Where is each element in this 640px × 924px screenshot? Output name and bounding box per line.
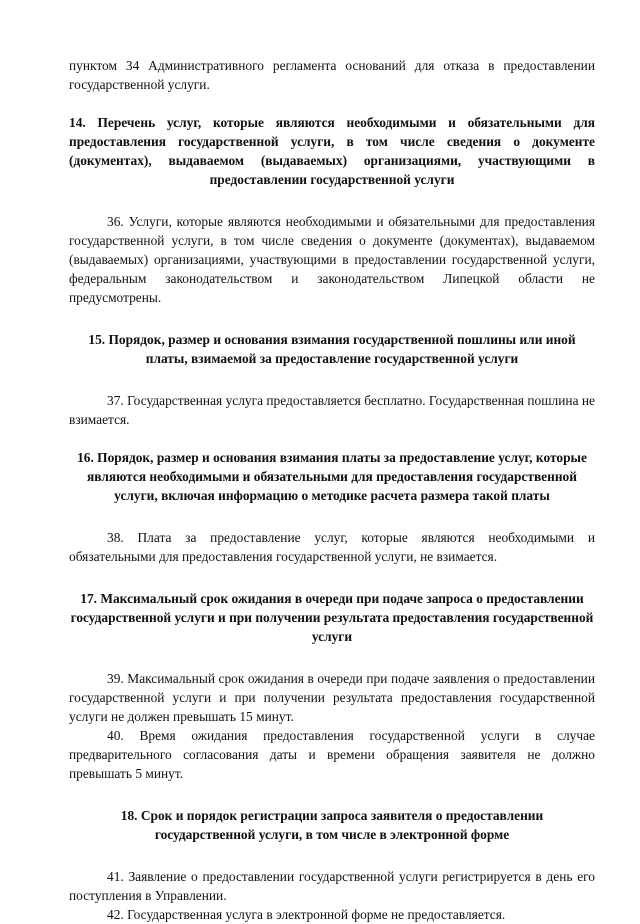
section-heading-16: 16. Порядок, размер и основания взимания платы за предоставление услуг, которые являются необходимыми и обязательными для предоставления государственной услуги, включая информацию о методике расчета размера такой платы [77,450,587,503]
section-heading-18: 18. Срок и порядок регистрации запроса заявителя о предоставлении государственной услуги, в том числе в электронной форме [120,808,544,842]
paragraph-40: 40. Время ожидания предоставления государственной услуги в случае предварительного согласования даты и времени обращения заявителя не должно превышать 5 минут. [69,728,595,781]
paragraph-intro: пунктом 34 Административного регламента оснований для отказа в предоставлении государственной услуги. [69,58,595,92]
paragraph-37: 37. Государственная услуга предоставляется бесплатно. Государственная пошлина не взимается. [69,393,595,427]
document-page [69,56,595,924]
section-heading-17: 17. Максимальный срок ожидания в очереди при подаче запроса о предоставлении государственной услуги и при получении результата предоставления государственной услуги [70,591,594,644]
section-heading-15: 15. Порядок, размер и основания взимания государственной пошлины или иной платы, взимаемой за предоставление государственной услуги [88,332,576,366]
paragraph-36: 36. Услуги, которые являются необходимыми и обязательными для предоставления государственной услуги, в том числе сведения о документе (документах), выдаваемом (выдаваемых) организациями, участвующими в предоставлении государственной услуги, федеральным законодательством и законодательством Липецкой области не предусмотрены. [69,214,595,305]
paragraph-38: 38. Плата за предоставление услуг, которые являются необходимыми и обязательными для предоставления государственной услуги, не взимается. [69,530,595,564]
section-heading-14: 14. Перечень услуг, которые являются необходимыми и обязательными для предоставления государственной услуги, в том числе сведения о документе (документах), выдаваемом (выдаваемых) организациями, участвующими в предоставлении государственной услуги [69,115,595,187]
paragraph-41: 41. Заявление о предоставлении государственной услуги регистрируется в день его поступления в Управлении. [69,869,595,903]
paragraph-42: 42. Государственная услуга в электронной форме не предоставляется. [107,907,506,922]
paragraph-39: 39. Максимальный срок ожидания в очереди при подаче заявления о предоставлении государственной услуги и при получении результата предоставления государственной услуги не должен превышать 15 минут. [69,671,595,724]
